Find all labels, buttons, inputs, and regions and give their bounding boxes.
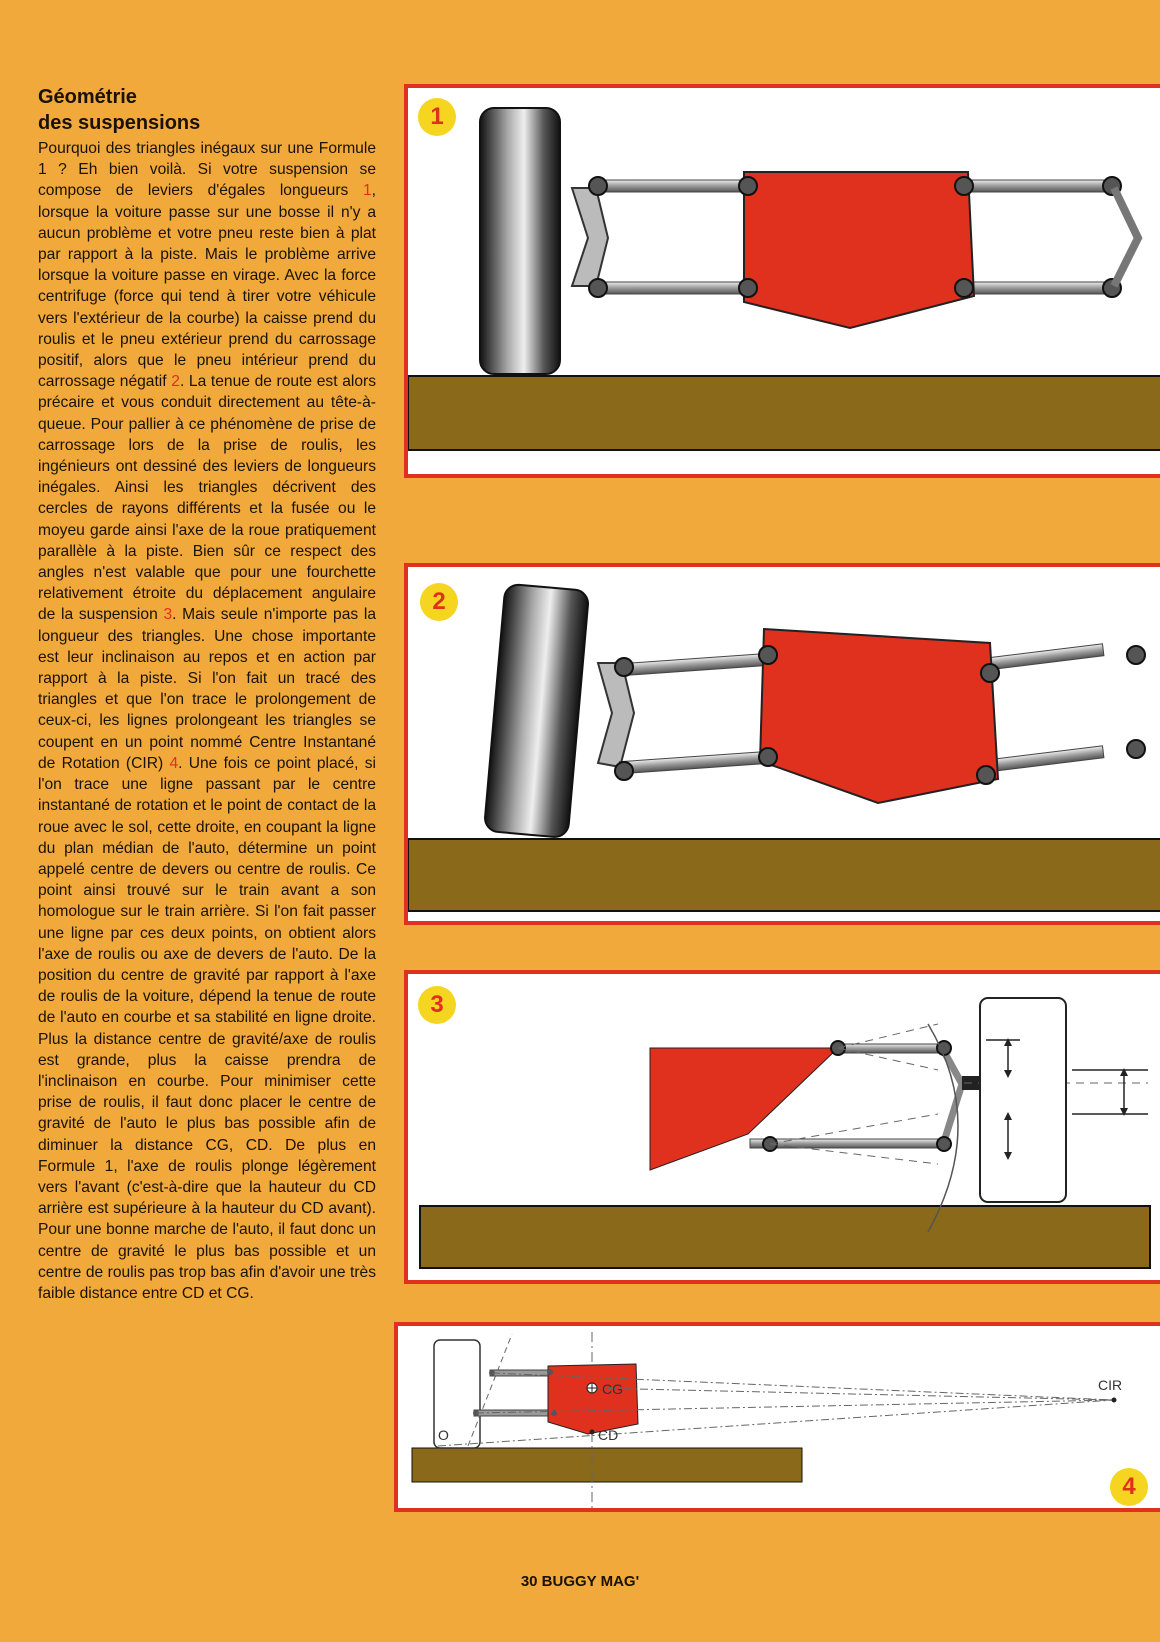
ground	[412, 1448, 802, 1482]
tire	[484, 584, 589, 838]
ground	[408, 376, 1160, 450]
figure-4-drawing	[398, 1326, 1160, 1512]
tire-outline	[980, 998, 1066, 1202]
figure-number-badge: 2	[420, 583, 458, 621]
origin-label: O	[438, 1427, 449, 1443]
article-column	[38, 84, 376, 1304]
figure-1-panel	[404, 84, 1160, 478]
chassis	[760, 629, 998, 803]
chassis	[744, 172, 974, 328]
body-text-segment: Pourquoi des triangles inégaux sur une Formule 1 ? Eh bien voilà. Si votre suspension se compose de leviers d'égales longueurs	[38, 140, 376, 200]
cd-label: CD	[598, 1427, 619, 1443]
body-text-segment: , lorsque la voiture passe sur une bosse il n'y a aucun problème et votre pneu reste bien à plat par rapport à la piste. Mais le problème arrive lorsque la voiture passe en virage. Avec la force centrifuge (force qui tend à tirer votre véhicule vers l'extérieur de la courbe) la caisse prend du roulis et le pneu extérieur prend du carrossage positif, alors que le pneu intérieur prend du carrossage négatif	[38, 182, 376, 391]
body-text-segment: . La tenue de route est alors précaire et vous conduit directement au tête-à-queue. Pour pallier à ce phénomène de prise de carrossage lors de la prise de roulis, les ingénieurs ont dessiné des leviers de longueurs inégales. Ainsi les triangles décrivent des cercles de rayons différents et la fusée ou le moyeu garde ainsi l'axe de la roue pratiquement parallèle à la piste. Bien sûr ce respect des angles n'est valable que pour une fourchette relativement étroite du déplacement angulaire de la suspension	[38, 373, 376, 624]
chassis	[548, 1364, 638, 1434]
cir-label: CIR	[1098, 1377, 1123, 1393]
figure-number-badge: 1	[418, 98, 456, 136]
figure-1-drawing	[408, 88, 1160, 478]
figure-reference: 3	[163, 606, 173, 624]
page-footer: 30 BUGGY MAG'	[520, 1573, 640, 1590]
figure-2-drawing	[408, 567, 1160, 925]
figure-number-badge: 4	[1110, 1468, 1148, 1506]
lower-arm-right	[968, 282, 1118, 294]
figure-number-badge: 3	[418, 986, 456, 1024]
body-text-segment: . Une fois ce point placé, si l'on trace une ligne passant par le centre instantané de rotation et le point de contact de la roue avec le sol, cette droite, en coupant la ligne du plan médian de l'auto, détermine un point appelé centre de devers ou centre de roulis. Ce point ainsi trouvé sur le train avant a son homologue sur le train arrière. Si l'on fait passer une ligne par ces deux points, on obtient alors l'axe de roulis ou axe de devers de l'auto. De la position du centre de gravité par rapport à l'axe de roulis de la voiture, dépend la tenue de route de l'auto en courbe et sa stabilité en ligne droite. Plus la distance centre de gravité/axe de roulis est grande, plus la caisse prendra de l'inclinaison en courbe. Pour minimiser cette prise de roulis, il faut donc placer le centre de gravité de l'auto le plus bas possible afin de diminuer la distance CG, CD. De plus en Formule 1, l'axe de roulis plonge légèrement vers l'avant (c'est-à-dire que la hauteur du CD arrière est supérieure à la hauteur du CD avant). Pour une bonne marche de l'auto, il faut donc un centre de gravité le plus bas possible et un centre de roulis pas trop bas afin d'avoir une très faible distance entre CD et CG.	[38, 754, 377, 1302]
figure-4-panel	[394, 1322, 1160, 1512]
figure-3-panel	[404, 970, 1160, 1284]
title-line-1: Géométrie	[38, 86, 137, 108]
tire	[480, 108, 560, 374]
upper-arm-right	[968, 180, 1118, 192]
article-body	[38, 138, 376, 1304]
figure-reference: 2	[171, 373, 180, 391]
article-title	[38, 84, 376, 136]
upper-arm	[594, 180, 744, 192]
ground	[420, 1206, 1150, 1268]
title-line-2: des suspensions	[38, 112, 201, 134]
figure-reference: 4	[169, 754, 179, 772]
body-text-segment: . Mais seule n'importe pas la longueur des triangles. Une chose importante est leur inclinaison au repos et en action par rapport à la piste. Si l'on fait un tracé des triangles et que l'on trace le prolongement de ceux-ci, les lignes prolongeant les triangles se coupent en un point nommé Centre Instantané de Rotation (CIR)	[38, 606, 377, 772]
upright	[572, 188, 608, 286]
lower-arm	[594, 282, 744, 294]
figure-3-drawing	[408, 974, 1160, 1284]
chassis	[650, 1048, 838, 1170]
cg-label: CG	[602, 1381, 623, 1397]
figure-2-panel	[404, 563, 1160, 925]
ground	[408, 839, 1160, 911]
figure-reference: 1	[362, 182, 372, 200]
